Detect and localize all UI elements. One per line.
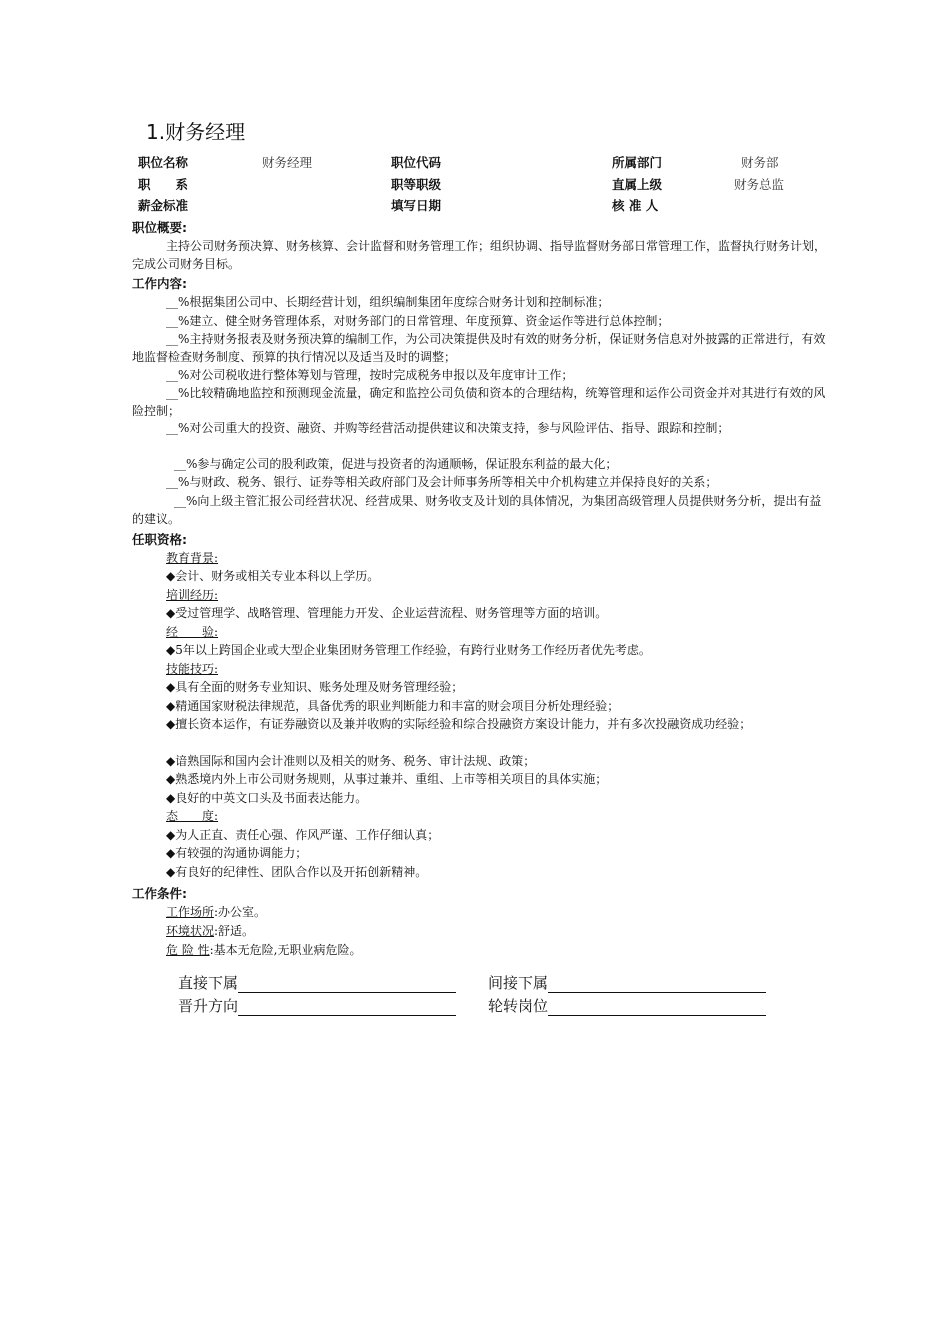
promotion-path-line — [238, 999, 456, 1016]
duty-item: __%根据集团公司中、长期经营计划，组织编制集团年度综合财务计划和控制标准； — [166, 295, 610, 309]
rotation-post-line — [548, 999, 766, 1016]
label-position-code: 职位代码 — [391, 155, 442, 170]
experience-label: 经 验: — [166, 625, 219, 639]
workplace-label: 工作场所 — [166, 905, 215, 919]
attitude-item: ◆有良好的纪律性、团队合作以及开拓创新精神。 — [166, 865, 428, 879]
environment-row — [166, 922, 254, 940]
value-department: 财务部 — [741, 155, 779, 170]
quals-heading: 任职资格: — [132, 532, 187, 547]
duty-item: __%比较精确地监控和预测现金流量，确定和监控公司负债和资本的合理结构，统筹管理和运作公司资金并对其进行有效的风险控制； — [132, 386, 826, 418]
duty-item: __%与财政、税务、银行、证券等相关政府部门及会计师事务所等相关中介机构建立并保持良好的关系； — [166, 475, 718, 489]
education-item: ◆会计、财务或相关专业本科以上学历。 — [166, 569, 380, 583]
risk-row — [166, 941, 362, 959]
duty-item: __%参与确定公司的股利政策，促进与投资者的沟通顺畅，保证股东利益的最大化； — [174, 457, 618, 471]
duty-item: __%对公司重大的投资、融资、并购等经营活动提供建议和决策支持，参与风险评估、指导、跟踪和控制； — [166, 421, 730, 435]
attitude-label: 态 度: — [166, 809, 219, 823]
environment-value: :舒适。 — [214, 924, 255, 938]
duty-item: __%主持财务报表及财务预决算的编制工作，为公司决策提供及时有效的财务分析，保证财务信息对外披露的正常进行，有效地监督检查财务制度、预算的执行情况以及适当及时的调整； — [132, 332, 826, 364]
value-position-name: 财务经理 — [262, 155, 313, 170]
workplace-row — [166, 903, 266, 921]
label-fill-date: 填写日期 — [391, 198, 442, 213]
direct-reports-field — [178, 973, 456, 993]
direct-reports-label: 直接下属 — [178, 974, 239, 992]
duty-item: __%向上级主管汇报公司经营状况、经营成果、财务收支及计划的具体情况，为集团高级管理人员提供财务分析，提出有益的建议。 — [132, 494, 822, 526]
direct-reports-line — [238, 976, 456, 993]
training-label: 培训经历: — [166, 588, 219, 602]
overview-heading: 职位概要: — [132, 220, 187, 235]
risk-value: :基本无危险,无职业病危险。 — [209, 943, 362, 957]
duty-item: __%建立、健全财务管理体系，对财务部门的日常管理、年度预算、资金运作等进行总体控制； — [166, 314, 670, 328]
label-salary: 薪金标准 — [138, 198, 189, 213]
skills-label: 技能技巧: — [166, 662, 219, 676]
value-supervisor: 财务总监 — [734, 177, 785, 192]
skill-item: ◆谙熟国际和国内会计准则以及相关的财务、税务、审计法规、政策； — [166, 754, 536, 768]
attitude-item: ◆有较强的沟通协调能力； — [166, 846, 308, 860]
risk-label: 危 险 性 — [166, 943, 210, 957]
indirect-reports-field — [488, 973, 766, 993]
environment-label: 环境状况 — [166, 924, 215, 938]
indirect-reports-line — [548, 976, 766, 993]
rotation-post-label: 轮转岗位 — [488, 997, 549, 1015]
page-title: 1.财务经理 — [146, 120, 246, 144]
attitude-item: ◆为人正直、责任心强、作风严谨、工作仔细认真； — [166, 828, 440, 842]
training-item: ◆受过管理学、战略管理、管理能力开发、企业运营流程、财务管理等方面的培训。 — [166, 606, 608, 620]
promotion-path-field — [178, 996, 456, 1016]
skill-item: ◆具有全面的财务专业知识、账务处理及财务管理经验； — [166, 680, 464, 694]
skill-item: ◆良好的中英文口头及书面表达能力。 — [166, 791, 368, 805]
overview-text: 主持公司财务预决算、财务核算、会计监督和财务管理工作；组织协调、指导监督财务部日常管理工作，监督执行财务计划，完成公司财务目标。 — [132, 239, 827, 271]
skill-item: ◆擅长资本运作，有证券融资以及兼并收购的实际经验和综合投融资方案设计能力，并有多次投融资成功经验； — [166, 717, 752, 731]
skill-item: ◆熟悉境内外上市公司财务规则，从事过兼并、重组、上市等相关项目的具体实施； — [166, 772, 608, 786]
duty-item: __%对公司税收进行整体筹划与管理，按时完成税务申报以及年度审计工作； — [166, 368, 574, 382]
workplace-value: :办公室。 — [214, 905, 267, 919]
skill-item: ◆精通国家财税法律规范，具备优秀的职业判断能力和丰富的财会项目分析处理经验； — [166, 699, 620, 713]
experience-item: ◆5年以上跨国企业或大型企业集团财务管理工作经验，有跨行业财务工作经历者优先考虑。 — [166, 643, 651, 657]
label-job-family: 职 系 — [138, 177, 189, 192]
label-grade: 职等职级 — [391, 177, 442, 192]
duties-heading: 工作内容: — [132, 276, 187, 291]
promotion-path-label: 晋升方向 — [178, 997, 239, 1015]
indirect-reports-label: 间接下属 — [488, 974, 549, 992]
label-department: 所属部门 — [612, 155, 663, 170]
label-approver: 核 准 人 — [612, 198, 659, 213]
label-supervisor: 直属上级 — [612, 177, 663, 192]
rotation-post-field — [488, 996, 766, 1016]
education-label: 教育背景: — [166, 551, 219, 565]
conditions-heading: 工作条件: — [132, 886, 187, 901]
label-position-name: 职位名称 — [138, 155, 189, 170]
